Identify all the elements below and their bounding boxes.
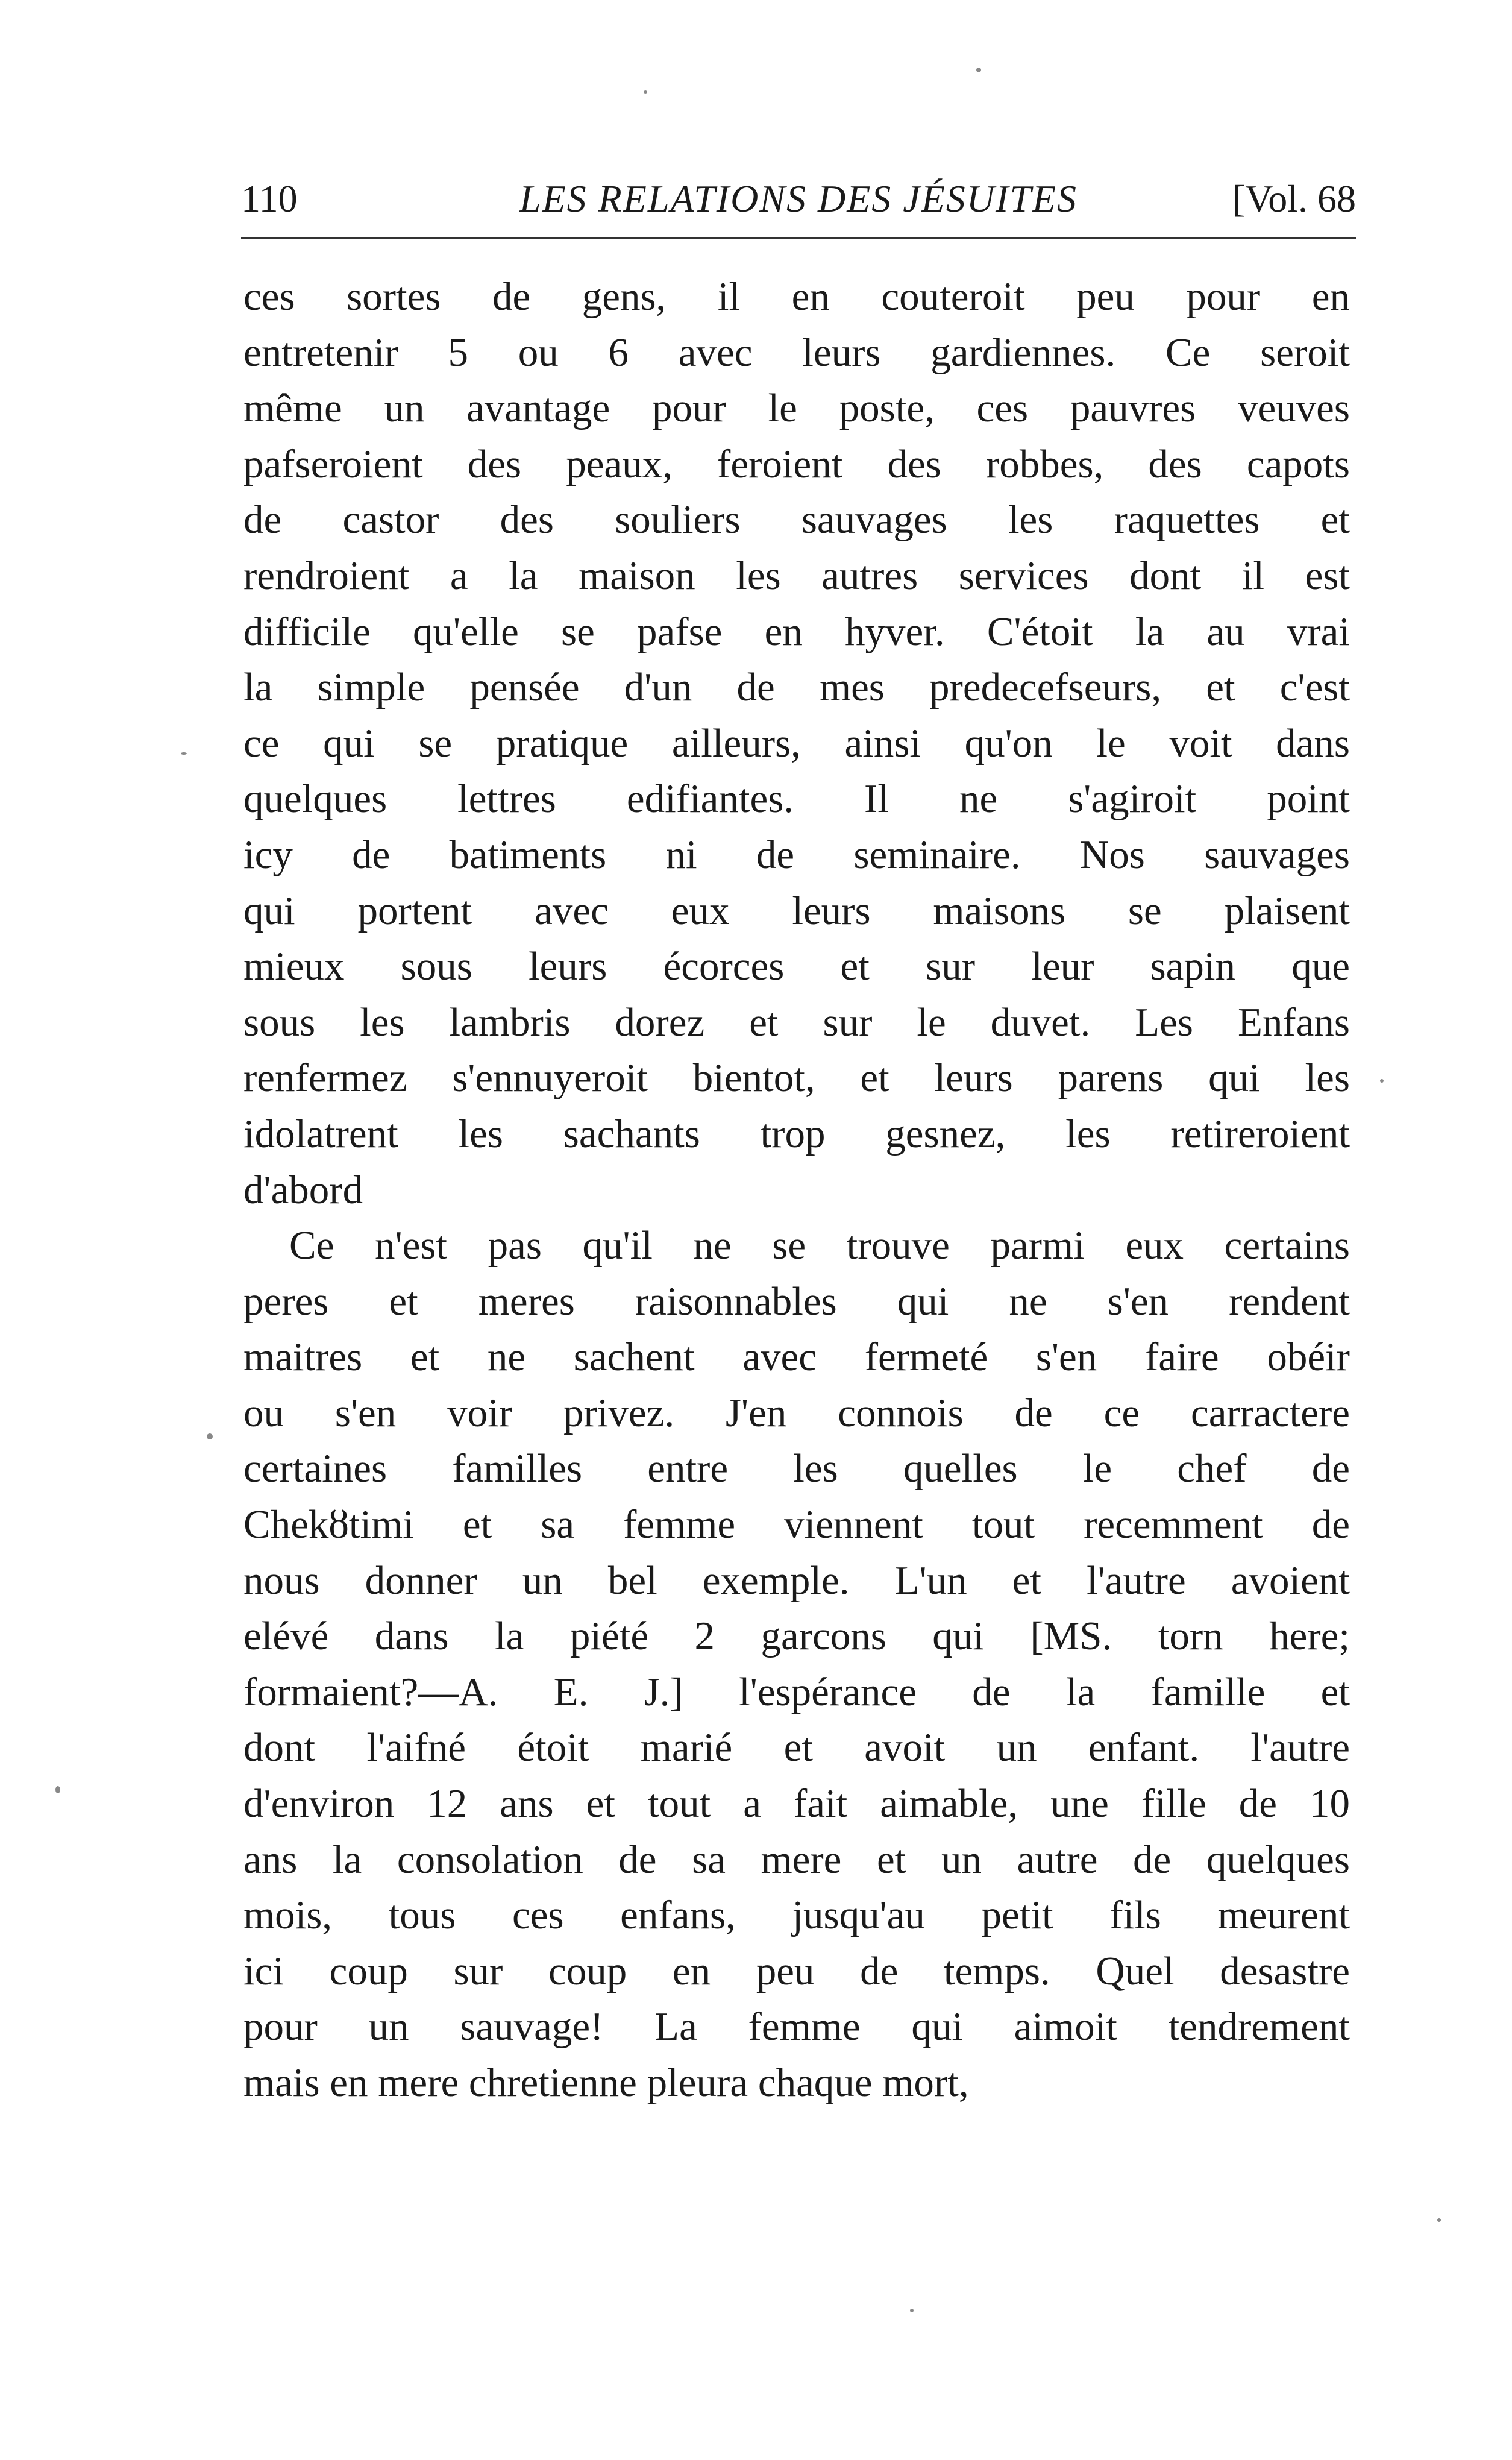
text-line: Chekȣtimi et sa femme viennent tout recemment de — [243, 1502, 1350, 1547]
text-line: pafseroient des peaux, feroient des robbes, des capots — [243, 441, 1350, 486]
volume-label: [Vol. 68 — [1232, 177, 1356, 220]
text-line: elévé dans la piété 2 garcons qui [MS. torn here; — [243, 1614, 1350, 1659]
scan-speck — [910, 2309, 914, 2312]
text-line: pour un sauvage! La femme qui aimoit tendrement — [243, 2004, 1350, 2049]
text-line: maitres et ne sachent avec fermeté s'en faire obéir — [243, 1335, 1350, 1380]
page-number: 110 — [241, 177, 298, 220]
text-line: icy de batiments ni de seminaire. Nos sauvages — [243, 832, 1350, 877]
text-line: ans la consolation de sa mere et un autre de quelques — [243, 1837, 1350, 1882]
text-line: d'abord — [243, 1167, 363, 1212]
text-line: dont l'aifné étoit marié et avoit un enfant. l'autre — [243, 1725, 1350, 1770]
text-line: mais en mere chretienne pleura chaque mort, — [243, 2060, 969, 2105]
text-line: qui portent avec eux leurs maisons se plaisent — [243, 888, 1350, 933]
text-line: certaines familles entre les quelles le chef de — [243, 1446, 1350, 1491]
text-line: ici coup sur coup en peu de temps. Quel desastre — [243, 1948, 1350, 1993]
book-title: LES RELATIONS DES JÉSUITES — [519, 177, 1078, 220]
header-rule — [241, 237, 1356, 239]
text-line: renfermez s'ennuyeroit bientot, et leurs parens qui les — [243, 1055, 1350, 1101]
scan-speck — [181, 752, 187, 755]
scan-speck — [1437, 2218, 1441, 2222]
running-head — [241, 169, 1356, 229]
text-line: d'environ 12 ans et tout a fait aimable, une fille de 10 — [243, 1781, 1350, 1826]
scan-speck — [1380, 1079, 1384, 1083]
text-line: quelques lettres edifiantes. Il ne s'agiroit point — [243, 776, 1350, 822]
text-line: sous les lambris dorez et sur le duvet. Les Enfans — [243, 999, 1350, 1045]
text-line: entretenir 5 ou 6 avec leurs gardiennes. Ce seroit — [243, 330, 1350, 375]
text-line: ou s'en voir privez. J'en connois de ce carractere — [243, 1390, 1350, 1435]
body-text — [243, 269, 1350, 2111]
text-line: ce qui se pratique ailleurs, ainsi qu'on le voit dans — [243, 720, 1350, 766]
scan-speck — [644, 90, 647, 94]
text-line: difficile qu'elle se pafse en hyver. C'étoit la au vrai — [243, 609, 1350, 654]
text-line: la simple pensée d'un de mes predecefseurs, et c'est — [243, 665, 1350, 710]
text-line: peres et meres raisonnables qui ne s'en rendent — [243, 1279, 1350, 1324]
text-line: rendroient a la maison les autres services dont il est — [243, 553, 1350, 598]
text-line: de castor des souliers sauvages les raquettes et — [243, 497, 1350, 543]
text-line: Ce n'est pas qu'il ne se trouve parmi eux certains — [289, 1223, 1350, 1268]
scan-speck — [207, 1433, 213, 1439]
text-line: mieux sous leurs écorces et sur leur sapin que — [243, 944, 1350, 989]
text-line: ces sortes de gens, il en couteroit peu pour en — [243, 274, 1350, 319]
text-line: mois, tous ces enfans, jusqu'au petit fils meurent — [243, 1893, 1350, 1938]
text-line: idolatrent les sachants trop gesnez, les retireroient — [243, 1111, 1350, 1156]
text-line: nous donner un bel exemple. L'un et l'autre avoient — [243, 1558, 1350, 1603]
text-line: même un avantage pour le poste, ces pauvres veuves — [243, 386, 1350, 431]
scan-speck — [976, 68, 981, 72]
text-line: formaient?—A. E. J.] l'espérance de la famille et — [243, 1669, 1350, 1714]
scan-speck — [55, 1786, 60, 1793]
